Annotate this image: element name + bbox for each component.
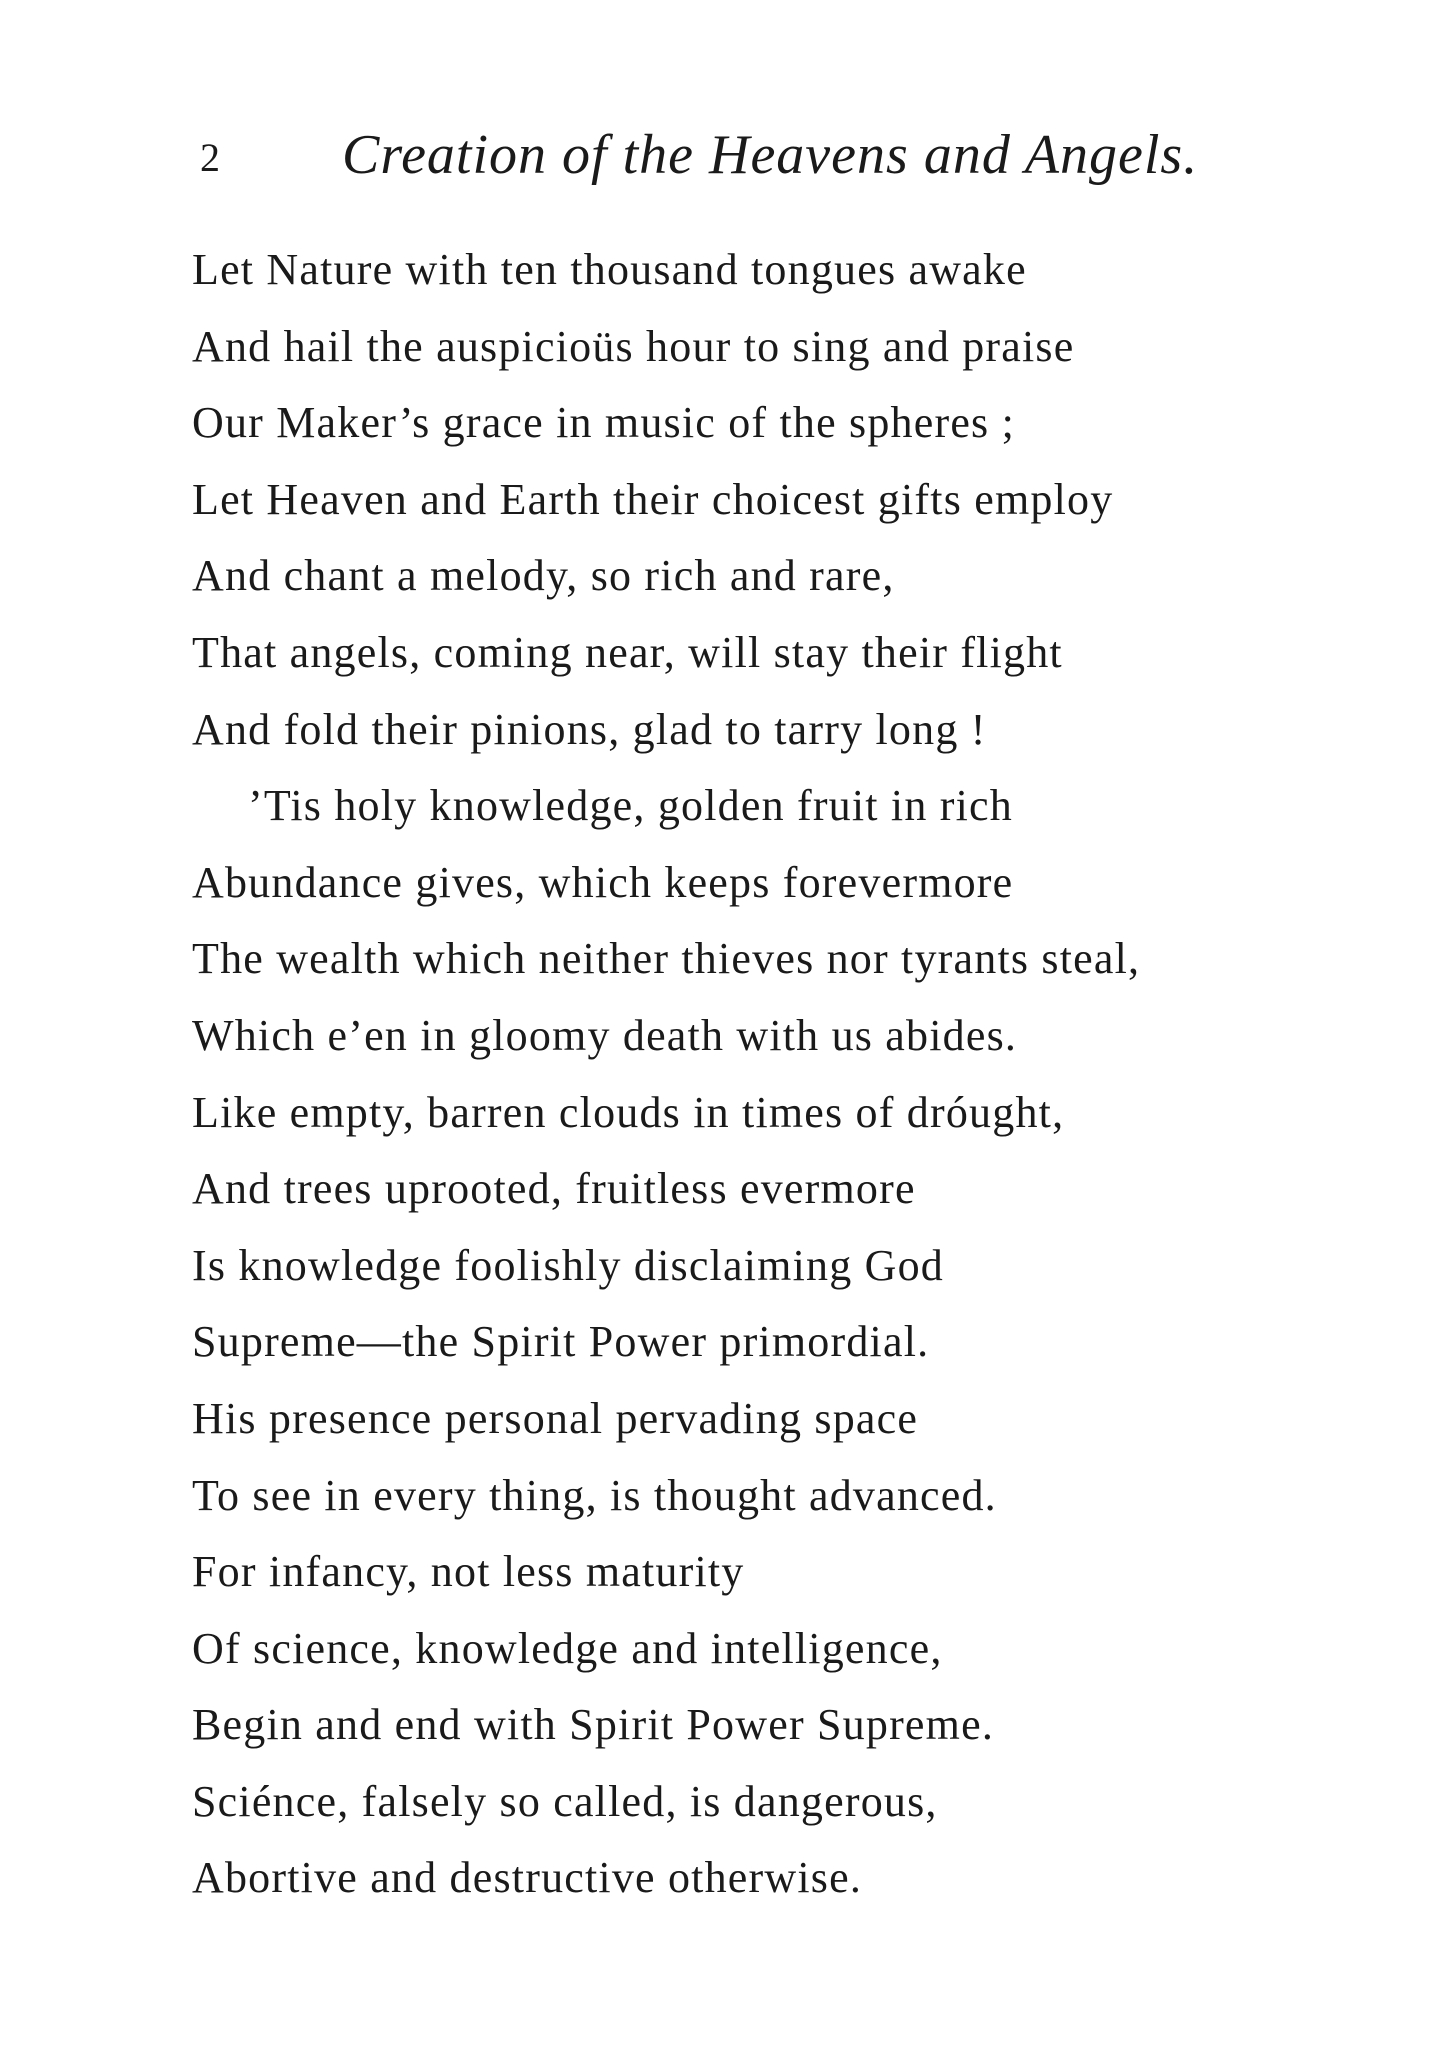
- poem-line: Let Heaven and Earth their choicest gifts employ: [192, 474, 1114, 524]
- poem-line: Which e’en in gloomy death with us abides.: [192, 1010, 1018, 1060]
- poem-line: And trees uprooted, fruitless evermore: [192, 1164, 916, 1214]
- poem-line: Abundance gives, which keeps forevermore: [192, 857, 1014, 907]
- poem-line: Supreme—the Spirit Power primordial.: [192, 1317, 930, 1367]
- poem-line: Is knowledge foolishly disclaiming God: [192, 1240, 944, 1290]
- poem-text: [192, 232, 1282, 1917]
- poem-line: The wealth which neither thieves nor tyrants steal,: [192, 934, 1141, 984]
- poem-line: Abortive and destructive otherwise.: [192, 1853, 863, 1903]
- poem-line: That angels, coming near, will stay their flight: [192, 627, 1063, 677]
- poem-line: Of science, knowledge and intelligence,: [192, 1623, 943, 1673]
- poem-line: Our Maker’s grace in music of the spheres ;: [192, 398, 1015, 448]
- poem-line: ’Tis holy knowledge, golden fruit in rich: [248, 781, 1013, 831]
- poem-line: His presence personal pervading space: [192, 1393, 919, 1443]
- page-number: 2: [200, 135, 220, 180]
- poem-line: And hail the auspicioüs hour to sing and praise: [192, 321, 1075, 371]
- poem-line: Begin and end with Spirit Power Supreme.: [192, 1700, 995, 1750]
- poem-line: And fold their pinions, glad to tarry long !: [192, 704, 987, 754]
- poem-line: For infancy, not less maturity: [192, 1547, 745, 1597]
- poem-line: Let Nature with ten thousand tongues awake: [192, 245, 1027, 294]
- poem-line: To see in every thing, is thought advanced.: [192, 1470, 997, 1520]
- poem-line: Like empty, barren clouds in times of dróught,: [192, 1087, 1065, 1137]
- poem-line: Sciénce, falsely so called, is dangerous,: [192, 1776, 938, 1826]
- page-title: Creation of the Heavens and Angels.: [342, 124, 1199, 186]
- poem-line: And chant a melody, so rich and rare,: [192, 551, 895, 601]
- running-head: [192, 122, 1252, 192]
